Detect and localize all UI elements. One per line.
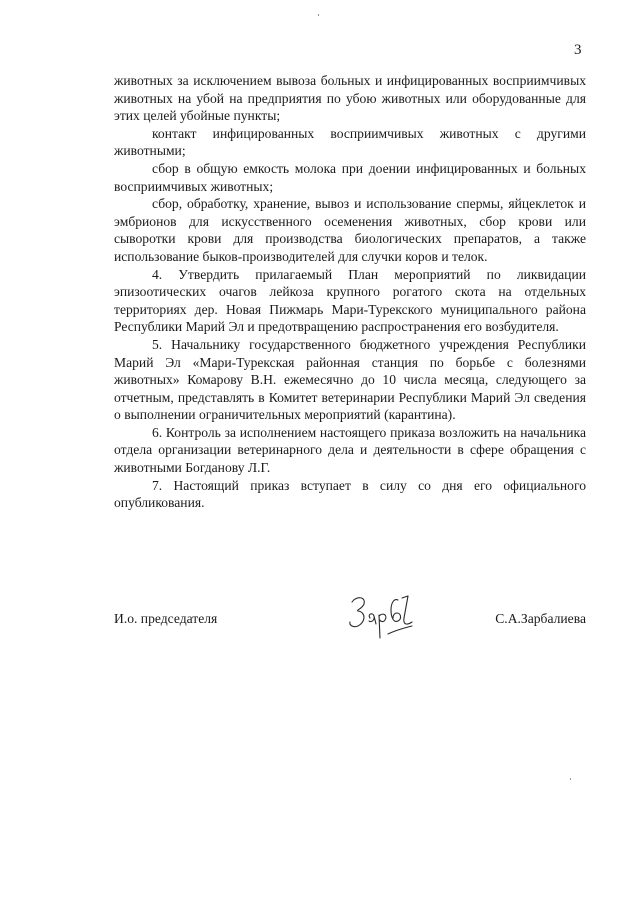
paragraph: сбор, обработку, хранение, вывоз и использование спермы, яйцеклеток и эмбрионов для искусственного осеменения животных, сбор крови или сыворотки крови для производства биологических препаратов, а также использование быков-производителей для случки коров и телок. (114, 196, 586, 264)
page-number: 3 (574, 42, 582, 58)
paragraph: 7. Настоящий приказ вступает в силу со дня его официального опубликования. (114, 477, 586, 511)
paragraph: 4. Утвердить прилагаемый План мероприятий по ликвидации эпизоотических очагов лейкоза крупного рогатого скота на отдельных территориях дер. Новая Пижмарь Мари-Турекского муниципального района Республики Марий Эл и предотвращению распространения его возбудителя. (114, 266, 586, 335)
paragraph: животных за исключением вывоза больных и инфицированных восприимчивых животных на убой на предприятия по убою животных или оборудованные для этих целей убойные пункты; (114, 73, 586, 124)
paragraph: 6. Контроль за исполнением настоящего приказа возложить на начальника отдела организации ветеринарного дела и деятельности в сфере обращения с животными Богданову Л.Г. (114, 424, 586, 476)
document-body (114, 72, 586, 512)
signatory-title: И.о. председателя (114, 611, 218, 626)
scan-speck (570, 778, 571, 780)
scan-speck (318, 14, 319, 16)
paragraph: 5. Начальнику государственного бюджетного учреждения Республики Марий Эл «Мари-Турекская районная станция по борьбе с болезнями животных» Комарову В.Н. ежемесячно до 10 числа месяца, следующего за отчетным, представлять в Комитет ветеринарии Республики Марий Эл сведения о выполнении ограничительных мероприятий (карантина). (114, 336, 586, 423)
paragraph: контакт инфицированных восприимчивых животных с другими животными; (114, 125, 586, 159)
signature-block (114, 588, 586, 648)
handwritten-signature (346, 588, 416, 644)
signatory-name: С.А.Зарбалиева (495, 611, 586, 626)
paragraph: сбор в общую емкость молока при доении инфицированных и больных восприимчивых животных; (114, 160, 586, 194)
